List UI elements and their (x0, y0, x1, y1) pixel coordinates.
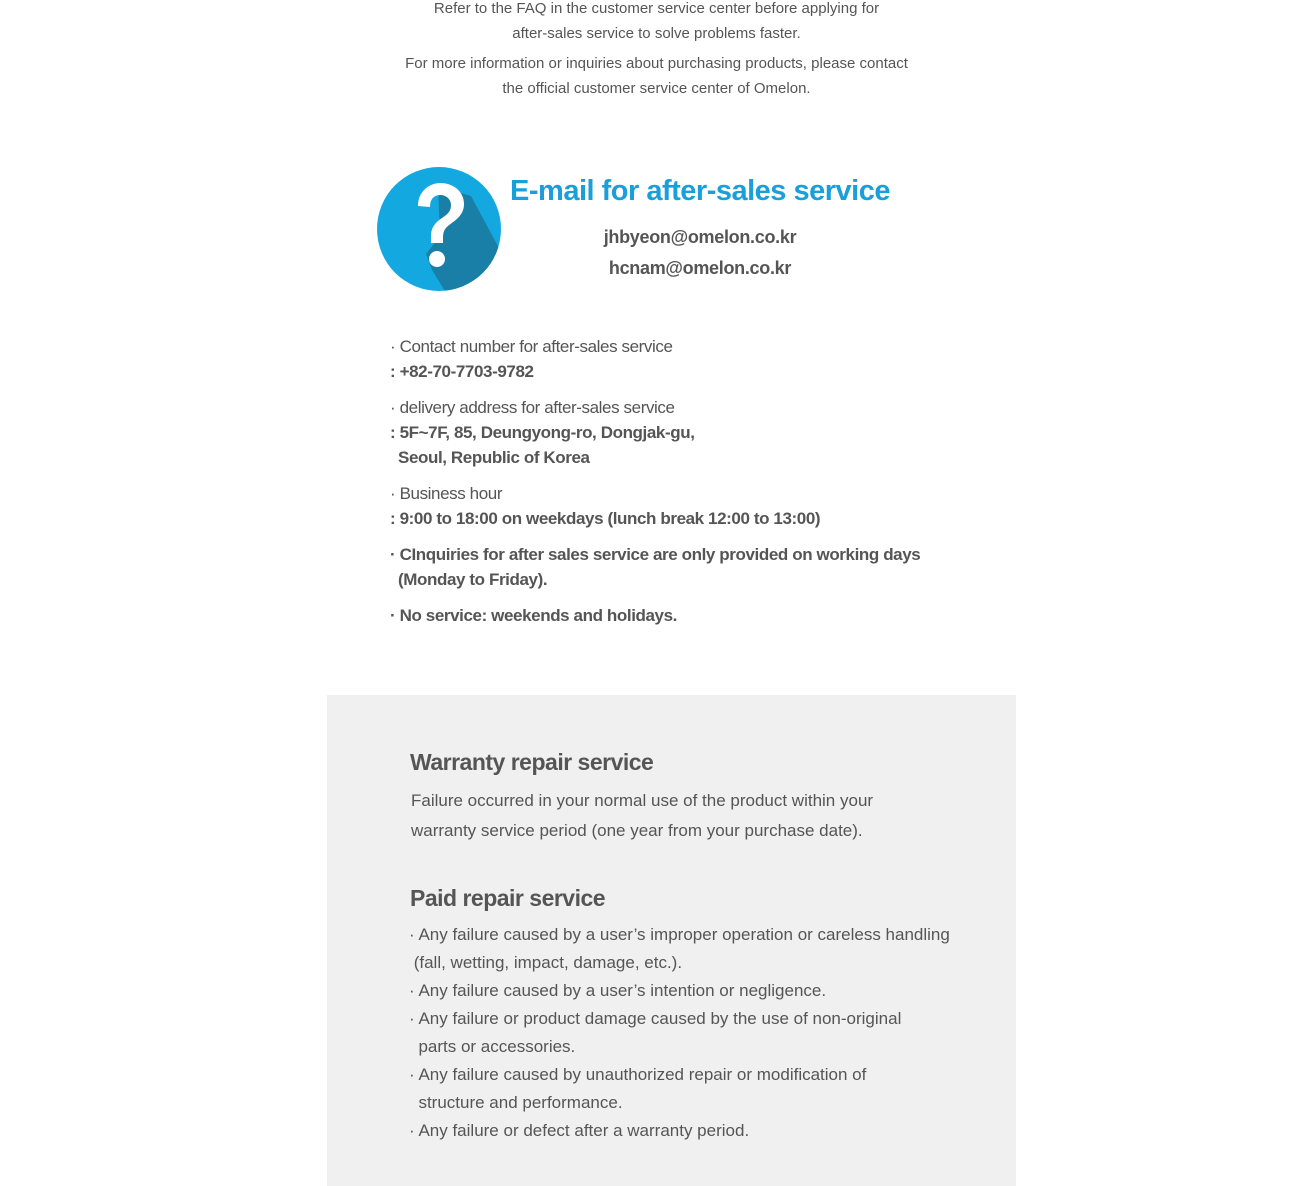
inquiry-line: · CInquiries for after sales service are only provided on working days (390, 545, 921, 564)
intro-line: For more information or inquiries about purchasing products, please contact (405, 55, 908, 72)
hours-group (390, 481, 950, 531)
paid-item: (fall, wetting, impact, damage, etc.). (409, 953, 683, 972)
paid-item: parts or accessories. (409, 1037, 576, 1056)
paid-repair-list (409, 921, 999, 1145)
intro-line: the official customer service center of Omelon. (502, 80, 811, 97)
paid-item: · Any failure caused by a user’s improper operation or careless handling (409, 925, 950, 944)
email-address-1[interactable]: jhbyeon@omelon.co.kr (603, 227, 797, 247)
paid-item: · Any failure caused by unauthorized repair or modification of (409, 1065, 867, 1084)
question-icon (376, 166, 502, 292)
address-line: Seoul, Republic of Korea (398, 448, 590, 467)
intro-line: Refer to the FAQ in the customer service center before applying for (433, 0, 880, 17)
address-group (390, 395, 950, 470)
address-label: · delivery address for after-sales service (390, 398, 675, 417)
intro-contact-text (0, 51, 1313, 101)
contact-info (390, 334, 950, 639)
paid-item: · Any failure caused by a user’s intention or negligence. (409, 981, 827, 1000)
paid-item: · Any failure or defect after a warranty period. (409, 1121, 750, 1140)
paid-item: · Any failure or product damage caused by the use of non-original (409, 1009, 902, 1028)
inquiry-line: (Monday to Friday). (398, 570, 548, 589)
warranty-description (411, 786, 971, 846)
no-service-line: · No service: weekends and holidays. (390, 606, 677, 625)
phone-label: · Contact number for after-sales service (390, 337, 673, 356)
warranty-desc-line: warranty service period (one year from your purchase date). (411, 821, 863, 840)
phone-value: : +82-70-7703-9782 (390, 362, 534, 381)
warranty-desc-line: Failure occurred in your normal use of the product within your (411, 791, 874, 810)
paid-item: structure and performance. (409, 1093, 623, 1112)
no-service-note (390, 603, 950, 628)
intro-line: after-sales service to solve problems faster. (512, 25, 801, 42)
phone-group (390, 334, 950, 384)
paid-title: Paid repair service (410, 885, 606, 911)
hours-label: · Business hour (390, 484, 503, 503)
email-address-2[interactable]: hcnam@omelon.co.kr (608, 258, 792, 278)
intro-faq-text (0, 0, 1313, 46)
repair-service-panel (327, 695, 1016, 1186)
email-title: E-mail for after-sales service (510, 175, 890, 207)
warranty-title: Warranty repair service (410, 749, 654, 775)
inquiry-note (390, 542, 950, 592)
hours-value: : 9:00 to 18:00 on weekdays (lunch break 12:00 to 13:00) (390, 509, 821, 528)
address-line: : 5F~7F, 85, Deungyong-ro, Dongjak-gu, (390, 423, 695, 442)
email-section (500, 170, 900, 284)
